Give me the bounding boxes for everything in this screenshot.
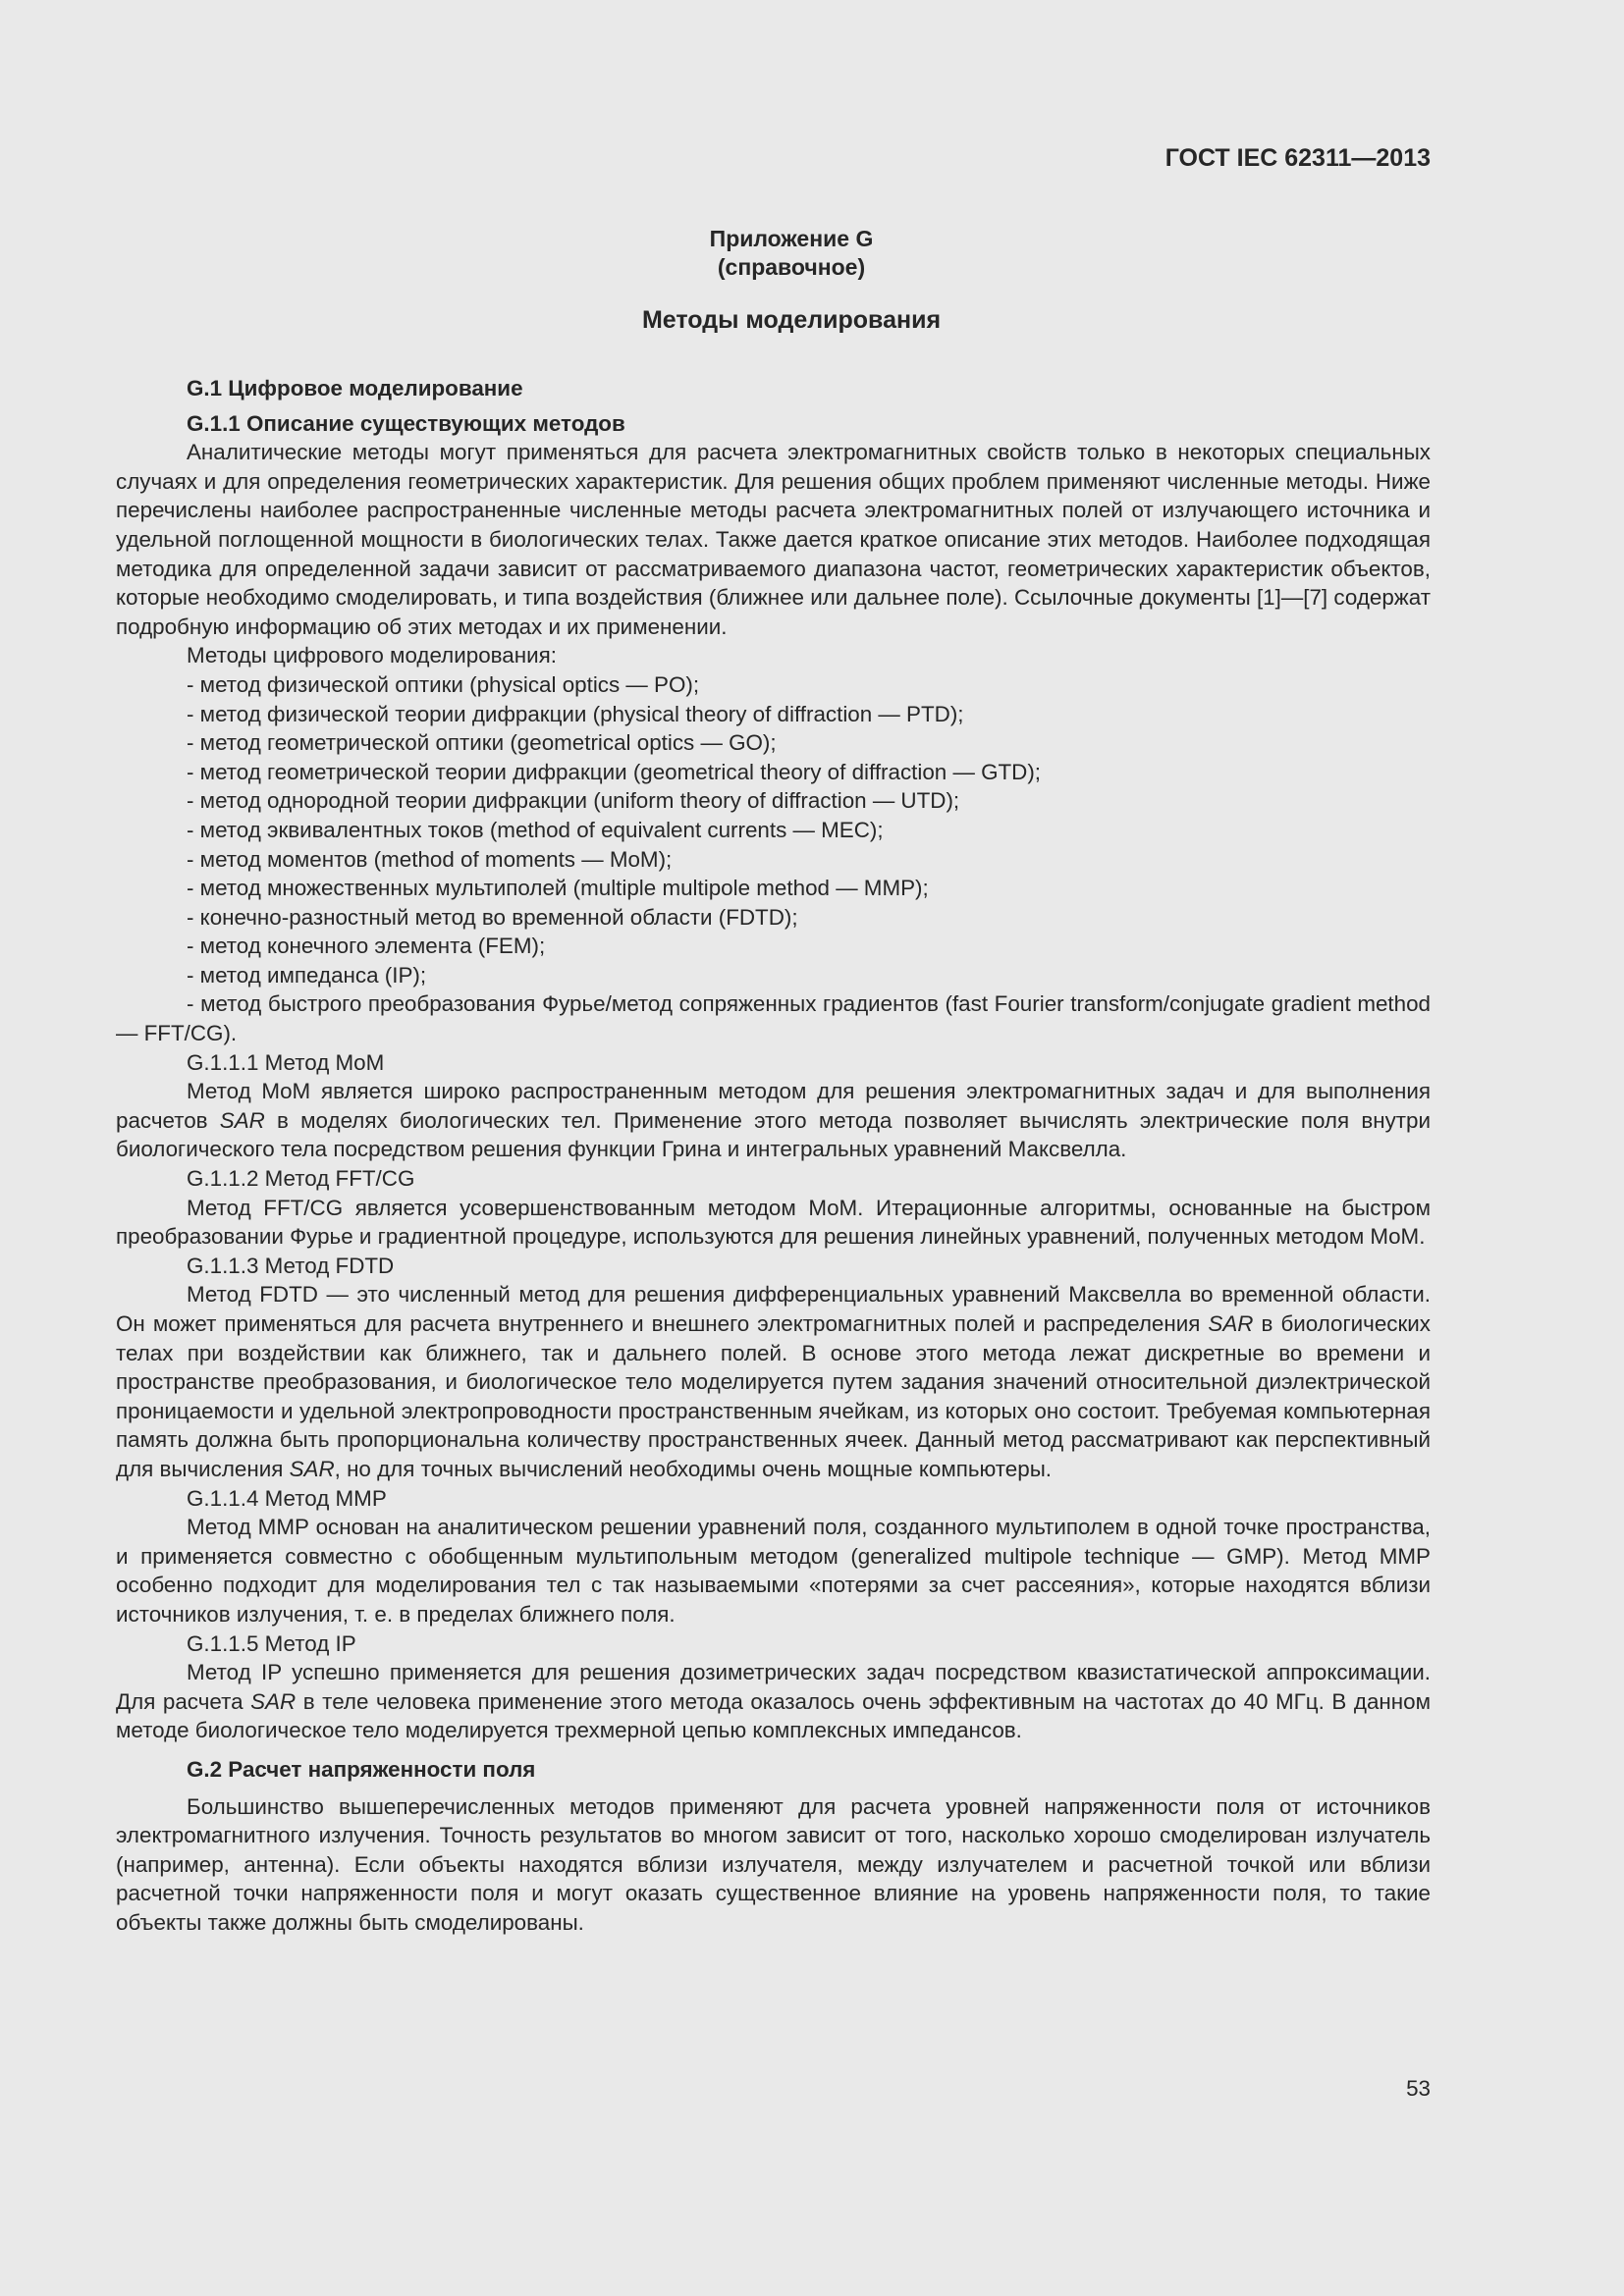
annex-title: Приложение G [709,226,874,251]
section-g11-title: G.1.1 Описание существующих методов [187,410,625,436]
list-item: - метод однородной теории дифракции (uniform theory of diffraction — UTD); [187,788,960,814]
subsection-fftcg-title: G.1.1.2 Метод FFT/CG [187,1166,415,1192]
subsection-mom-title: G.1.1.1 Метод MoM [187,1049,385,1075]
sar-term: SAR [250,1688,297,1714]
subsection-fdtd-text: Метод FDTD — это численный метод для решения дифференциальных уравнений Максвелла во временной области. Он может применяться для расчета внутреннего и внешнего электромагнитных полей и распределения SAR в биологических телах при воздействии как ближнего, так и дальнего полей. В основе этого метода лежат дискретные во времени и пространстве преобразования, и биологическое тело моделируется путем задания значений относительной диэлектрической проницаемости и удельной электропроводности пространственным ячейкам, из которых оно состоит. Требуемая компьютерная память должна быть пропорциональна количеству пространственных ячеек. Данный метод рассматривают как перспективный для вычисления SAR, но для точных вычислений необходимы очень мощные компьютеры. [116,1282,1431,1481]
subsection-mmp-title: G.1.1.4 Метод MMP [187,1485,387,1511]
list-item: - метод геометрической оптики (geometrical optics — GO); [187,730,777,756]
sar-term: SAR [289,1456,335,1481]
methods-list-title: Методы цифрового моделирования: [187,643,557,668]
subsection-mom-text: Метод MoM является широко распространенным методом для решения электромагнитных задач и для выполнения расчетов SAR в моделях биологических тел. Применение этого метода позволяет вычислять электрические поля внутри биологического тела посредством решения функции Грина и интегральных уравнений Максвелла. [116,1079,1432,1162]
section-g1-title: G.1 Цифровое моделирование [187,376,523,400]
methods-list [116,670,1431,1048]
subsection-mmp-text: Метод MMP основан на аналитическом решении уравнений поля, созданного мультиполем в одной точке пространства, и применяется совместно с обобщенным мультипольным методом (generalized multipole technique — GMP). Метод MMP особенно подходит для моделирования тел с так называемыми «потерями за счет рассеяния», которые находятся вблизи источников излучения, т. е. в пределах ближнего поля. [116,1515,1431,1627]
list-item: - метод геометрической теории дифракции (geometrical theory of diffraction — GTD); [187,759,1042,784]
list-item: - метод физической теории дифракции (physical theory of diffraction — PTD); [187,701,964,726]
subsection-ip-title: G.1.1.5 Метод IP [187,1630,356,1656]
annex-type: (справочное) [717,254,866,280]
sar-term: SAR [1208,1311,1254,1336]
sar-term: SAR [219,1107,265,1133]
list-item: - метод физической оптики (physical optics — PO); [187,671,700,697]
list-item: - метод импеданса (IP); [187,962,427,988]
subsection-ip-text: Метод IP успешно применяется для решения дозиметрических задач посредством квазистатической аппроксимации. Для расчета SAR в теле человека применение этого метода оказалось очень эффективным на частотах до 40 МГц. В данном методе биологическое тело моделируется трехмерной цепью комплексных импедансов. [116,1660,1431,1743]
list-item: - метод эквивалентных токов (method of equivalent currents — MEC); [187,817,884,842]
subsection-fftcg-text: Метод FFT/CG является усовершенствованным методом MoM. Итерационные алгоритмы, основанные на быстром преобразовании Фурье и градиентной процедуре, используются для решения линейных уравнений, полученных методом MoM. [116,1195,1431,1250]
section-g2-title: G.2 Расчет напряженности поля [187,1756,536,1782]
list-item: - метод конечного элемента (FEM); [187,934,546,959]
subsection-fdtd-title: G.1.1.3 Метод FDTD [187,1253,395,1278]
page-number: 53 [1406,2076,1431,2101]
page-content [116,143,1431,1937]
document-id: ГОСТ IEC 62311—2013 [1164,144,1431,172]
list-item: - конечно-разностный метод во временной области (FDTD); [187,904,798,930]
intro-paragraph: Аналитические методы могут применяться для расчета электромагнитных свойств только в некоторых специальных случаях и для определения геометрических характеристик. Для решения общих проблем применяют численные методы. Ниже перечислены наиболее распространенные численные методы расчета электромагнитных полей от излучающего источника и удельной поглощенной мощности в биологических телах. Также дается краткое описание этих методов. Наиболее подходящая методика для определенной задачи зависит от рассматриваемого диапазона частот, геометрических характеристик объектов, которые необходимо смоделировать, и типа воздействия (ближнее или дальнее поле). Ссылочные документы [1]—[7] содержат подробную информацию об этих методах и их применении. [116,440,1431,639]
annex-heading: Методы моделирования [641,306,942,334]
list-item: - метод моментов (method of moments — MoM); [187,846,673,872]
list-item: - метод множественных мультиполей (multiple multipole method — MMP); [187,876,929,901]
section-g2-text: Большинство вышеперечисленных методов применяют для расчета уровней напряженности поля от источников электромагнитного излучения. Точность результатов во многом зависит от того, насколько хорошо смоделирован излучатель (например, антенна). Если объекты находятся вблизи излучателя, между излучателем и расчетной точкой или вблизи расчетной точки напряженности поля и могут оказать существенное влияние на уровень напряженности поля, то такие объекты также должны быть смоделированы. [116,1793,1431,1935]
list-item: - метод быстрого преобразования Фурье/метод сопряженных градиентов (fast Fourier transform/conjugate gradient method — FFT/CG). [116,991,1431,1046]
